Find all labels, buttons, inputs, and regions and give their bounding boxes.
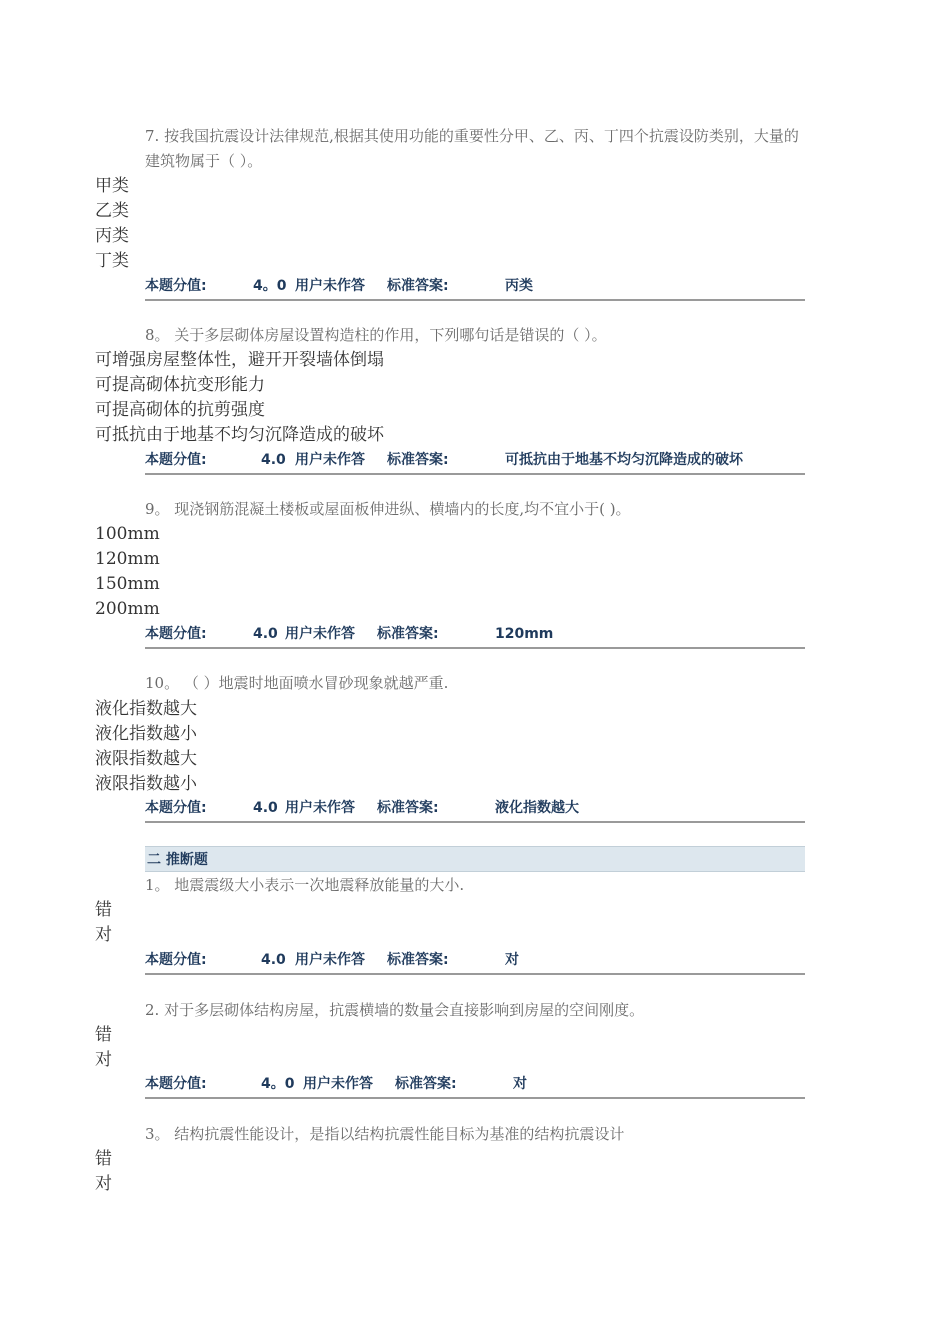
score-bar-j1 [145,949,805,975]
answer-label: 标准答案: [387,452,449,468]
answer-status: 用户未作答 [285,626,355,642]
answer-label: 标准答案: [377,626,439,642]
option-a[interactable]: 100mm [95,524,160,544]
option-a[interactable]: 液化指数越大 [95,699,197,719]
score-bar-q10 [145,797,805,823]
judgment-3-text: 3。 结构抗震性能设计，是指以结构抗震性能目标为基准的结构抗震设计 [145,1125,625,1143]
question-8-text: 8。 关于多层砌体房屋设置构造柱的作用，下列哪句话是错误的（ ）。 [145,326,607,344]
answer-status: 用户未作答 [295,452,365,468]
score-bar-q9 [145,623,805,649]
judgment-2-text: 2. 对于多层砌体结构房屋，抗震横墙的数量会直接影响到房屋的空间刚度。 [145,1001,645,1019]
option-b[interactable]: 120mm [95,549,160,569]
score-label: 本题分值: [145,278,207,294]
score-bar-q8 [145,449,805,475]
answer-label: 标准答案: [387,278,449,294]
option-a[interactable]: 甲类 [95,176,129,196]
question-9-text: 9。 现浇钢筋混凝土楼板或屋面板伸进纵、横墙内的长度,均不宜小于( )。 [145,500,631,518]
option-a[interactable]: 可增强房屋整体性，避开开裂墙体倒塌 [95,350,384,370]
score-bar-j2 [145,1073,805,1099]
option-wrong[interactable]: 错 [95,1025,112,1045]
section-header-judgment: 二 推断题 [145,846,805,872]
standard-answer: 对 [505,952,519,968]
option-right[interactable]: 对 [95,925,112,945]
standard-answer: 液化指数越大 [495,800,579,816]
option-d[interactable]: 200mm [95,599,160,619]
option-c[interactable]: 液限指数越大 [95,749,197,769]
score-value: 4.0 [253,626,278,642]
score-label: 本题分值: [145,952,207,968]
answer-status: 用户未作答 [303,1076,373,1092]
option-c[interactable]: 150mm [95,574,160,594]
question-7-text: 7. 按我国抗震设计法律规范,根据其使用功能的重要性分甲、乙、丙、丁四个抗震设防类别，大量的建筑物属于（ ）。 [145,127,799,170]
score-value: 4.0 [261,952,286,968]
standard-answer: 对 [513,1076,527,1092]
option-d[interactable]: 可抵抗由于地基不均匀沉降造成的破坏 [95,425,384,445]
option-d[interactable]: 液限指数越小 [95,774,197,794]
option-right[interactable]: 对 [95,1050,112,1070]
option-b[interactable]: 液化指数越小 [95,724,197,744]
score-bar-q7 [145,275,805,301]
option-right[interactable]: 对 [95,1174,112,1194]
score-value: 4。0 [261,1076,295,1092]
answer-status: 用户未作答 [285,800,355,816]
option-wrong[interactable]: 错 [95,1149,112,1169]
judgment-1-text: 1。 地震震级大小表示一次地震释放能量的大小. [145,876,465,894]
score-label: 本题分值: [145,1076,207,1092]
answer-label: 标准答案: [377,800,439,816]
option-c[interactable]: 可提高砌体的抗剪强度 [95,400,265,420]
score-label: 本题分值: [145,626,207,642]
option-d[interactable]: 丁类 [95,251,129,271]
score-value: 4.0 [261,452,286,468]
answer-status: 用户未作答 [295,278,365,294]
question-10-text: 10。 （ ）地震时地面喷水冒砂现象就越严重. [145,674,449,692]
score-label: 本题分值: [145,452,207,468]
answer-label: 标准答案: [387,952,449,968]
standard-answer: 丙类 [505,278,533,294]
option-c[interactable]: 丙类 [95,226,129,246]
option-wrong[interactable]: 错 [95,900,112,920]
option-b[interactable]: 乙类 [95,201,129,221]
standard-answer: 120mm [495,626,554,642]
standard-answer: 可抵抗由于地基不均匀沉降造成的破坏 [505,452,743,468]
score-value: 4。0 [253,278,287,294]
score-label: 本题分值: [145,800,207,816]
answer-status: 用户未作答 [295,952,365,968]
answer-label: 标准答案: [395,1076,457,1092]
score-value: 4.0 [253,800,278,816]
option-b[interactable]: 可提高砌体抗变形能力 [95,375,265,395]
